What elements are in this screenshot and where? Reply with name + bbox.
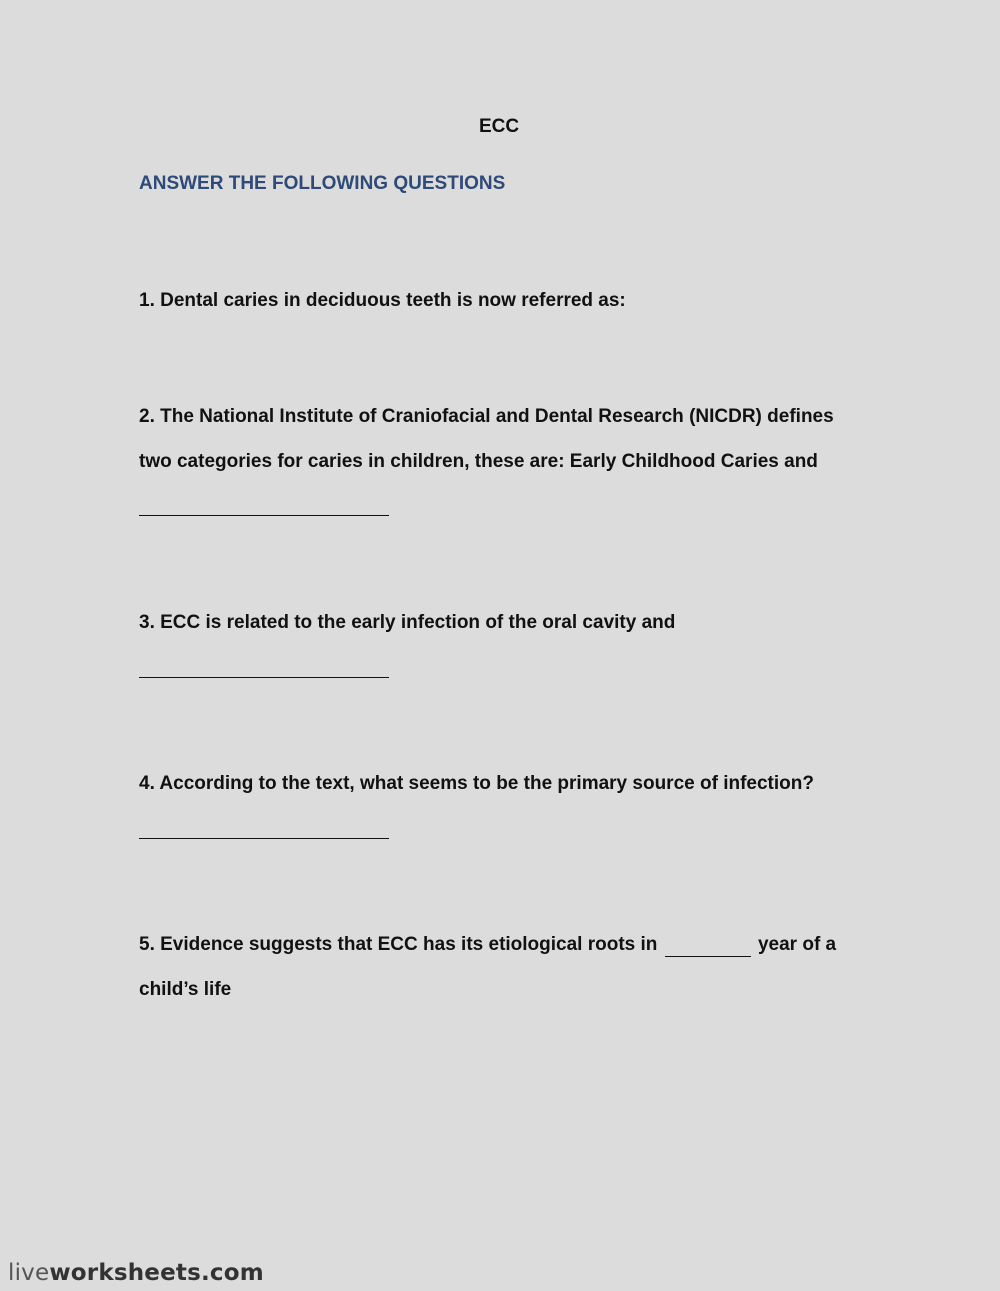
answer-blank-3[interactable] <box>139 677 389 678</box>
answer-blank-4[interactable] <box>139 838 389 839</box>
instruction-heading: ANSWER THE FOLLOWING QUESTIONS <box>139 173 506 194</box>
brand-logo <box>8 1260 264 1286</box>
question-5-text-before: 5. Evidence suggests that ECC has its etiological roots in <box>139 934 658 955</box>
question-5-line-2: child’s life <box>139 979 232 1000</box>
question-4: 4. According to the text, what seems to be the primary source of infection? <box>139 773 814 794</box>
question-5-line-1 <box>139 934 836 957</box>
brand-light-text: live <box>8 1260 50 1286</box>
answer-blank-2[interactable] <box>139 515 389 516</box>
question-5-text-after: year of a <box>757 934 837 955</box>
question-2-line-1: 2. The National Institute of Craniofacial and Dental Research (NICDR) defines <box>139 406 834 427</box>
question-1: 1. Dental caries in deciduous teeth is now referred as: <box>139 290 626 311</box>
answer-blank-5[interactable] <box>665 934 751 957</box>
brand-suffix-text: .com <box>200 1260 264 1286</box>
question-3: 3. ECC is related to the early infection of the oral cavity and <box>139 612 676 633</box>
page-title: ECC <box>478 116 520 137</box>
brand-bold-text: worksheets <box>49 1260 201 1286</box>
question-2-line-2: two categories for caries in children, these are: Early Childhood Caries and <box>139 451 818 472</box>
